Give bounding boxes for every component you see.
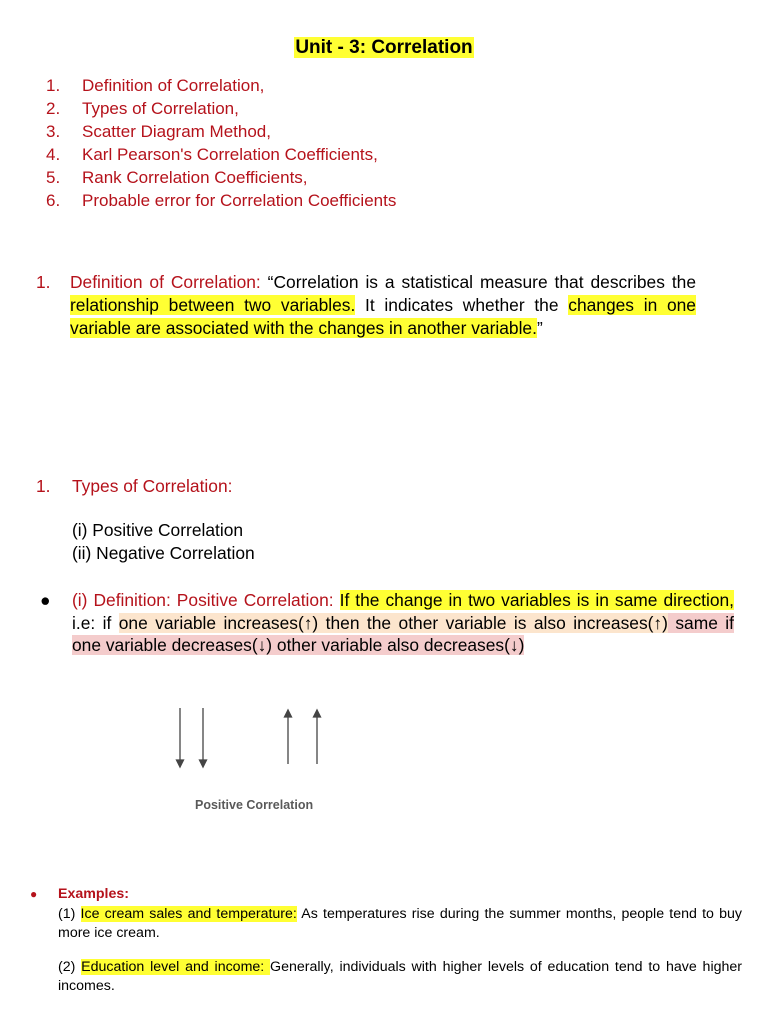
example-item bbox=[58, 905, 742, 944]
section-number: 1. bbox=[36, 476, 51, 496]
positive-definition-highlight: If the change in two variables is in same direction, bbox=[339, 590, 735, 610]
positive-definition-paragraph bbox=[72, 589, 734, 657]
definition-highlight: relationship between two variables. bbox=[70, 295, 356, 316]
example-highlight: Ice cream sales and temperature: bbox=[80, 905, 297, 922]
definition-label: Definition of Correlation: bbox=[70, 272, 261, 292]
up-arrow-icon bbox=[314, 710, 321, 764]
definition-text: “Correlation is a statistical measure that describes the bbox=[260, 272, 696, 292]
toc-item bbox=[46, 120, 396, 143]
example-number: (2) bbox=[58, 958, 82, 975]
table-of-contents bbox=[46, 74, 396, 212]
toc-item bbox=[46, 166, 396, 189]
types-heading bbox=[36, 475, 232, 498]
figure-caption: Positive Correlation bbox=[195, 798, 314, 812]
up-arrow-icon bbox=[285, 710, 292, 764]
types-heading-text: Types of Correlation: bbox=[72, 476, 233, 496]
toc-item bbox=[46, 189, 396, 212]
toc-text: Karl Pearson's Correlation Coefficients, bbox=[82, 145, 378, 164]
toc-item bbox=[46, 74, 396, 97]
page-title bbox=[0, 36, 768, 60]
toc-number: 3. bbox=[46, 122, 61, 141]
toc-item bbox=[46, 97, 396, 120]
definition-text: It indicates whether the bbox=[355, 295, 569, 316]
definition-text: ” bbox=[536, 318, 543, 339]
positive-definition-label: (i) Definition: Positive Correlation: bbox=[72, 590, 340, 610]
toc-number: 4. bbox=[46, 145, 61, 164]
example-highlight: Education level and income: bbox=[81, 958, 271, 975]
toc-number: 1. bbox=[46, 76, 61, 95]
positive-correlation-definition bbox=[40, 589, 734, 657]
examples-section bbox=[30, 885, 742, 997]
definition-highlight: changes in one variable are associated with the changes in another variable. bbox=[70, 295, 696, 339]
list-item: (ii) Negative Correlation bbox=[72, 543, 255, 563]
down-arrow-icon bbox=[177, 708, 184, 767]
toc-number: 6. bbox=[46, 191, 61, 210]
example-item bbox=[58, 958, 742, 997]
toc-text: Scatter Diagram Method, bbox=[82, 122, 271, 141]
bullet-icon: ● bbox=[30, 887, 38, 901]
positive-correlation-arrows bbox=[168, 700, 338, 775]
down-arrow-icon bbox=[200, 708, 207, 767]
bullet-icon: ● bbox=[40, 590, 51, 610]
positive-definition-text: i.e: if bbox=[72, 612, 119, 633]
toc-number: 5. bbox=[46, 168, 61, 187]
section-number: 1. bbox=[36, 272, 51, 292]
toc-text: Probable error for Correlation Coefficients bbox=[82, 191, 397, 210]
example-text: Generally, individuals with higher levels of education tend to have higher incomes. bbox=[58, 958, 742, 994]
toc-text: Types of Correlation, bbox=[82, 99, 239, 118]
toc-item bbox=[46, 143, 396, 166]
toc-text: Rank Correlation Coefficients, bbox=[82, 168, 308, 187]
toc-number: 2. bbox=[46, 99, 61, 118]
positive-definition-highlight-decrease: same if one variable decreases(↓) other variable also decreases(↓) bbox=[72, 612, 734, 656]
toc-text: Definition of Correlation, bbox=[82, 76, 265, 95]
list-item: (i) Positive Correlation bbox=[72, 520, 244, 540]
examples-body bbox=[58, 885, 742, 997]
page-title-text: Unit - 3: Correlation bbox=[295, 37, 473, 58]
definition-section bbox=[36, 271, 696, 341]
example-text: As temperatures rise during the summer months, people tend to buy more ice cream. bbox=[58, 905, 742, 941]
definition-paragraph bbox=[70, 271, 696, 341]
examples-heading: Examples: bbox=[58, 886, 129, 902]
types-list bbox=[72, 519, 255, 565]
example-number: (1) bbox=[58, 905, 81, 922]
positive-definition-highlight-increase: one variable increases(↑) then the other variable is also increases(↑) bbox=[118, 612, 668, 633]
